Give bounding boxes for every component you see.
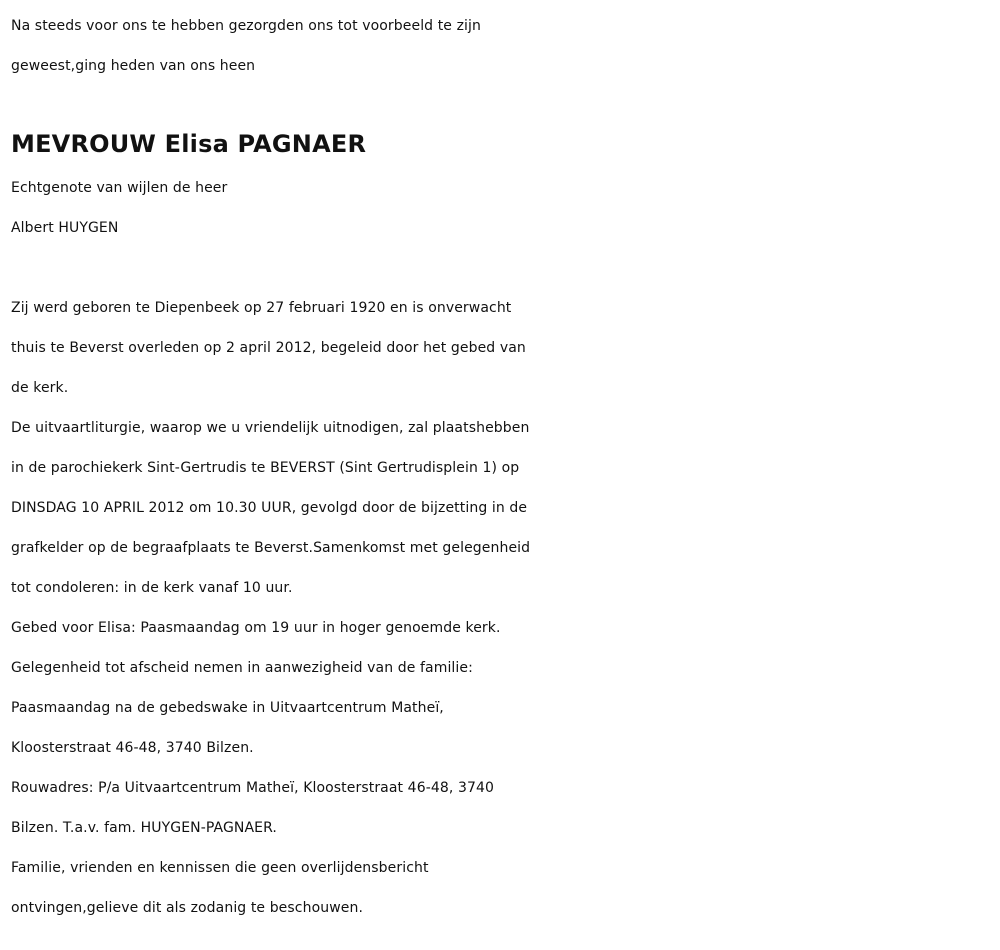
deceased-name: MEVROUW Elisa PAGNAER xyxy=(11,130,367,158)
body-line: de kerk. xyxy=(11,380,69,396)
intro-text xyxy=(11,6,996,86)
body-line: Gelegenheid tot afscheid nemen in aanwezigheid van de familie: xyxy=(11,660,473,676)
body-line: Kloosterstraat 46-48, 3740 Bilzen. xyxy=(11,740,254,756)
spouse-line: Echtgenote van wijlen de heer xyxy=(11,180,228,196)
body-line: Familie, vrienden en kennissen die geen overlijdensbericht xyxy=(11,860,429,876)
body-line: Bilzen. T.a.v. fam. HUYGEN-PAGNAER. xyxy=(11,820,277,836)
body-line: thuis te Beverst overleden op 2 april 2012, begeleid door het gebed van xyxy=(11,340,526,356)
body-line: De uitvaartliturgie, waarop we u vriendelijk uitnodigen, zal plaatshebben xyxy=(11,420,530,436)
body-line: in de parochiekerk Sint-Gertrudis te BEVERST (Sint Gertrudisplein 1) op xyxy=(11,460,520,476)
body-line: Rouwadres: P/a Uitvaartcentrum Matheï, Kloosterstraat 46-48, 3740 xyxy=(11,780,494,796)
body-line: Paasmaandag na de gebedswake in Uitvaartcentrum Matheï, xyxy=(11,700,444,716)
obituary-notice xyxy=(11,6,996,928)
body-line: DINSDAG 10 APRIL 2012 om 10.30 UUR, gevolgd door de bijzetting in de xyxy=(11,500,528,516)
intro-line: Na steeds voor ons te hebben gezorgden ons tot voorbeeld te zijn xyxy=(11,18,481,34)
obituary-body xyxy=(11,288,996,928)
blank-line xyxy=(11,248,996,288)
body-line: grafkelder op de begraafplaats te Beverst.Samenkomst met gelegenheid xyxy=(11,540,531,556)
intro-line: geweest,ging heden van ons heen xyxy=(11,58,256,74)
body-line: ontvingen,gelieve dit als zodanig te beschouwen. xyxy=(11,900,363,916)
body-line: Gebed voor Elisa: Paasmaandag om 19 uur in hoger genoemde kerk. xyxy=(11,620,501,636)
body-line: tot condoleren: in de kerk vanaf 10 uur. xyxy=(11,580,293,596)
body-line: Zij werd geboren te Diepenbeek op 27 februari 1920 en is onverwacht xyxy=(11,300,512,316)
spouse-line: Albert HUYGEN xyxy=(11,220,119,236)
spouse-text xyxy=(11,168,996,248)
